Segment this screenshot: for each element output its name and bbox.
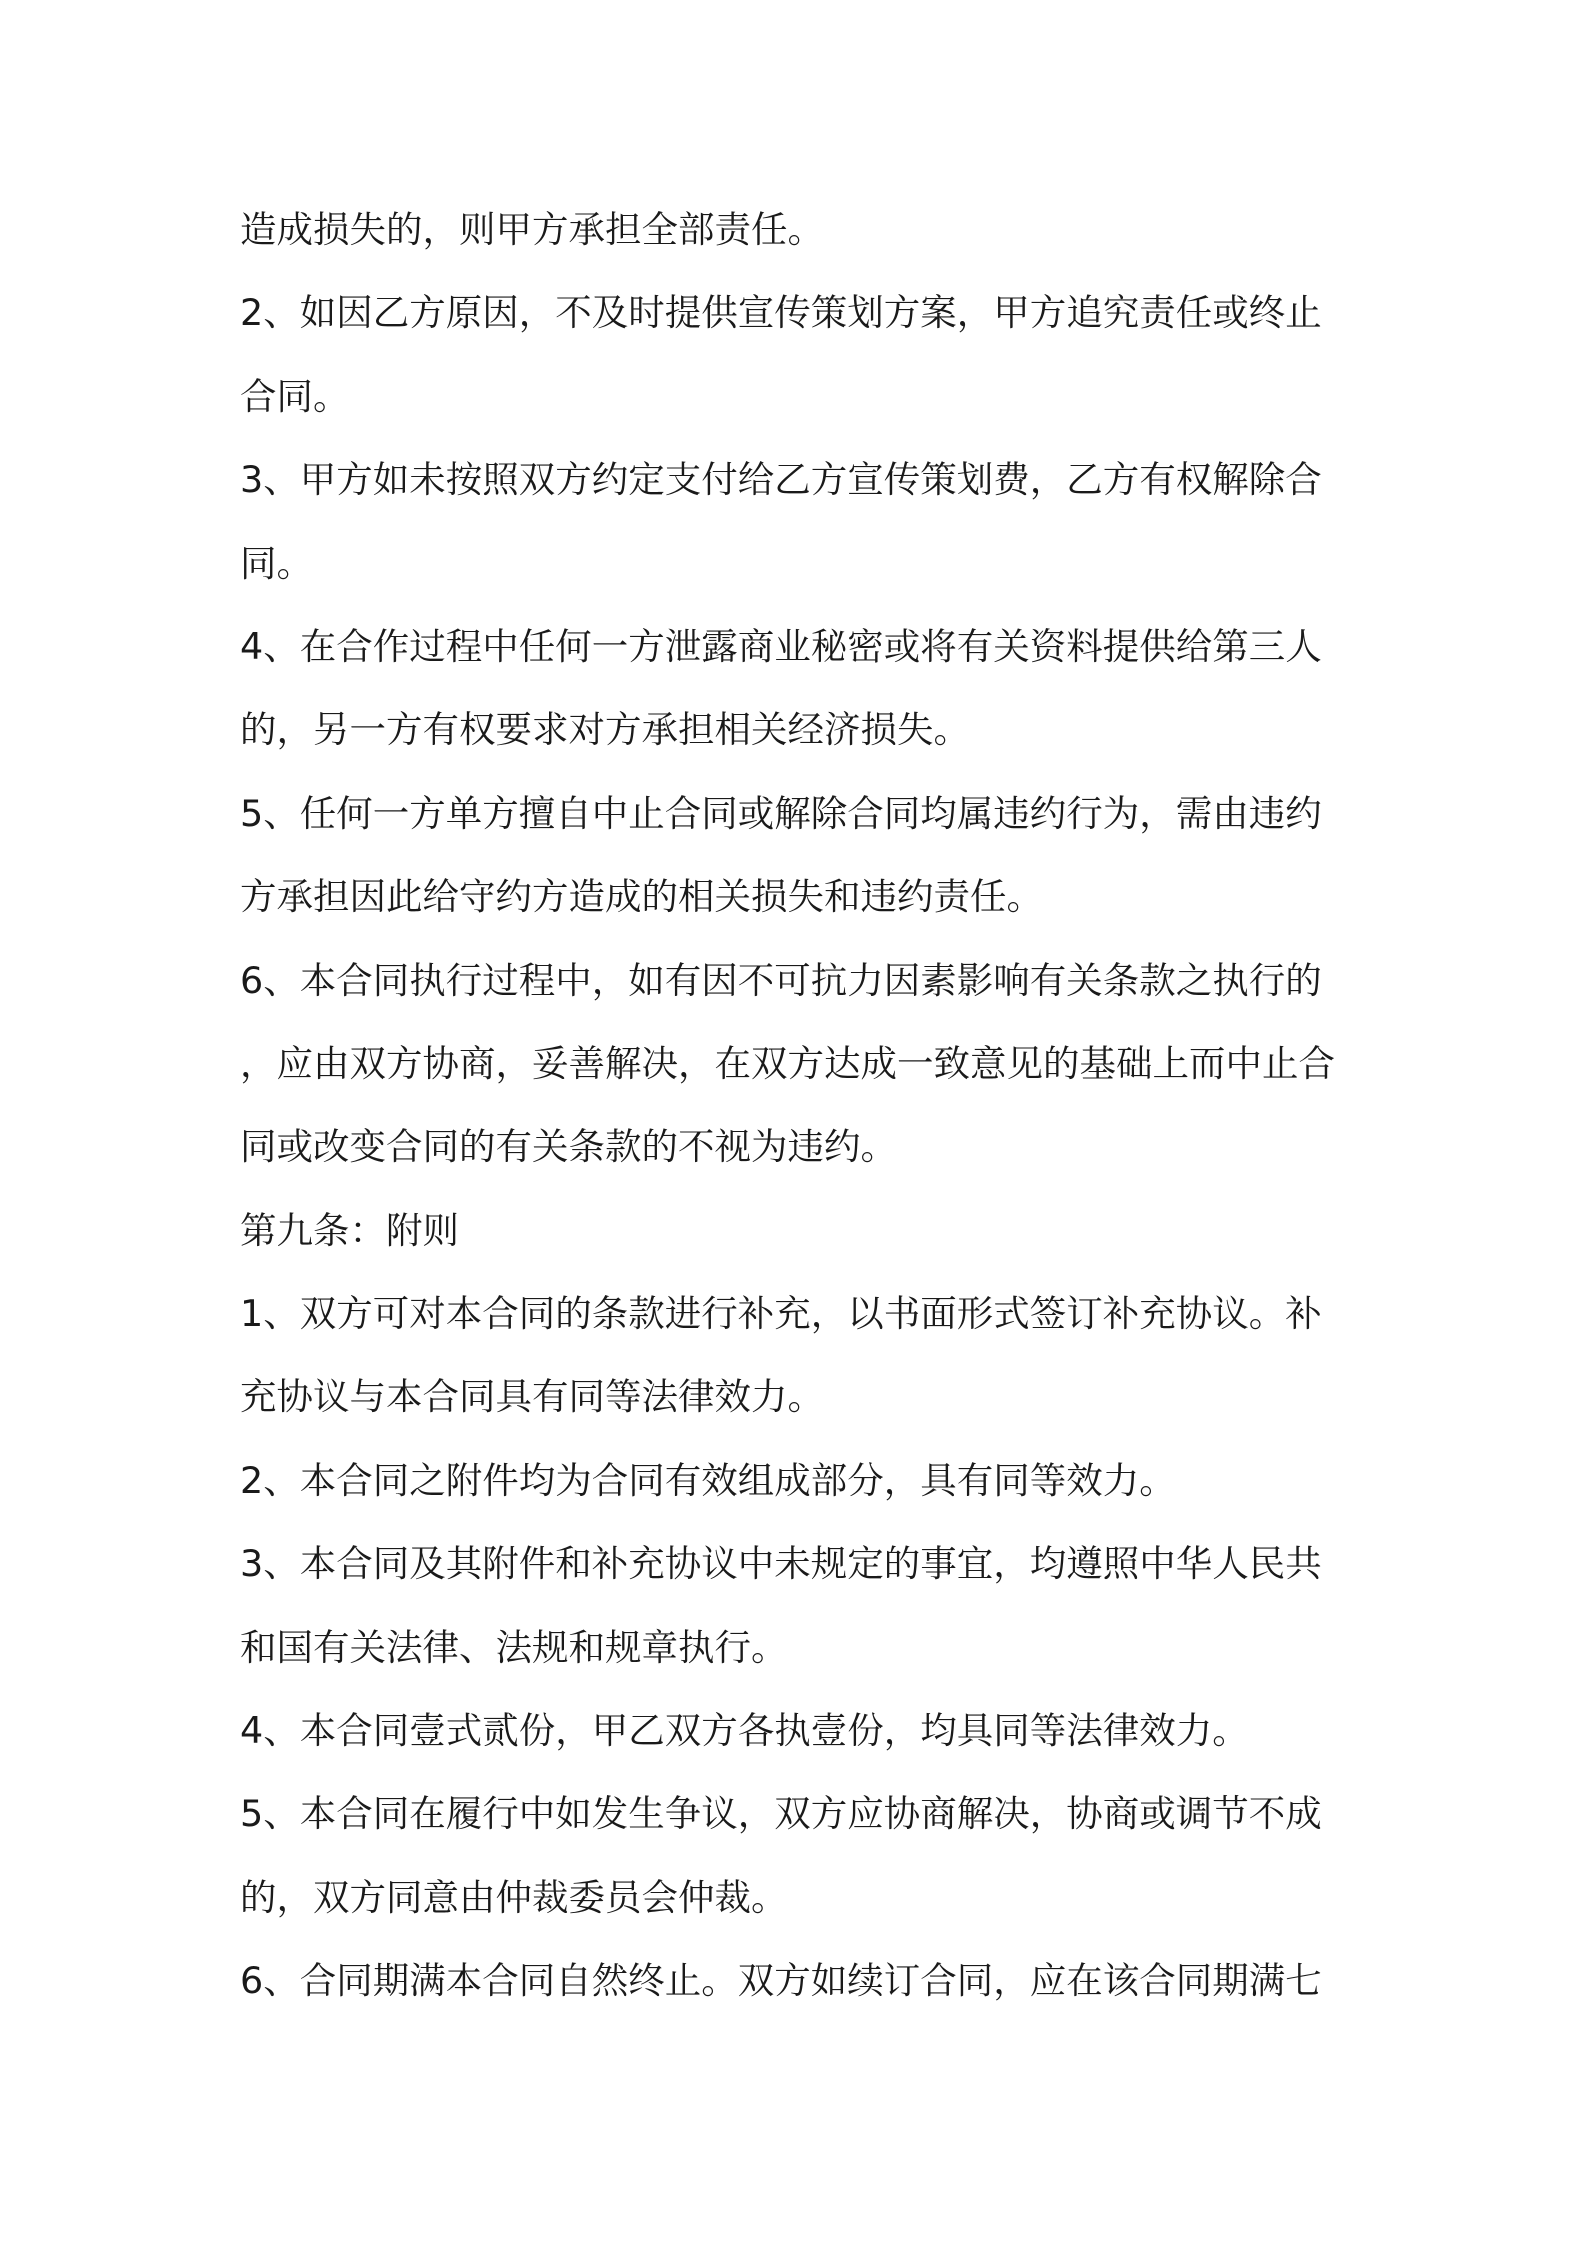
text-line: 造成损失的，则甲方承担全部责任。: [240, 208, 824, 251]
text-line: 的，另一方有权要求对方承担相关经济损失。: [240, 708, 970, 752]
text-line: 方承担因此给守约方造成的相关损失和违约责任。: [240, 875, 1043, 919]
section-heading: 第九条：附则: [240, 1208, 459, 1252]
text-line: 的，双方同意由仲裁委员会仲裁。: [240, 1875, 788, 1919]
text-line: 2、本合同之附件均为合同有效组成部分，具有同等效力。: [240, 1458, 1176, 1502]
text-line: 4、本合同壹式贰份，甲乙双方各执壹份，均具同等法律效力。: [240, 1709, 1249, 1753]
text-line: 3、本合同及其附件和补充协议中未规定的事宜，均遵照中华人民共: [240, 1542, 1322, 1586]
text-line: 充协议与本合同具有同等法律效力。: [240, 1375, 824, 1419]
text-line: 5、本合同在履行中如发生争议，双方应协商解决，协商或调节不成: [240, 1792, 1322, 1836]
text-line: 5、任何一方单方擅自中止合同或解除合同均属违约行为，需由违约: [240, 791, 1322, 835]
text-line: 合同。: [240, 374, 350, 418]
text-line: 4、在合作过程中任何一方泄露商业秘密或将有关资料提供给第三人: [240, 624, 1322, 668]
text-line: ，应由双方协商，妥善解决，在双方达成一致意见的基础上而中止合: [240, 1041, 1335, 1085]
text-line: 同或改变合同的有关条款的不视为违约。: [240, 1125, 897, 1169]
contract-text: [240, 188, 1352, 2023]
text-line: 同。: [240, 541, 313, 585]
text-line: 1、双方可对本合同的条款进行补充，以书面形式签订补充协议。补: [240, 1292, 1322, 1336]
text-line: 6、合同期满本合同自然终止。双方如续订合同，应在该合同期满七: [240, 1959, 1322, 2003]
text-line: 6、本合同执行过程中，如有因不可抗力因素影响有关条款之执行的: [240, 958, 1322, 1002]
text-line: 和国有关法律、法规和规章执行。: [240, 1625, 788, 1669]
text-line: 2、如因乙方原因，不及时提供宣传策划方案，甲方追究责任或终止: [240, 291, 1322, 335]
text-line: 3、甲方如未按照双方约定支付给乙方宣传策划费，乙方有权解除合: [240, 458, 1322, 502]
